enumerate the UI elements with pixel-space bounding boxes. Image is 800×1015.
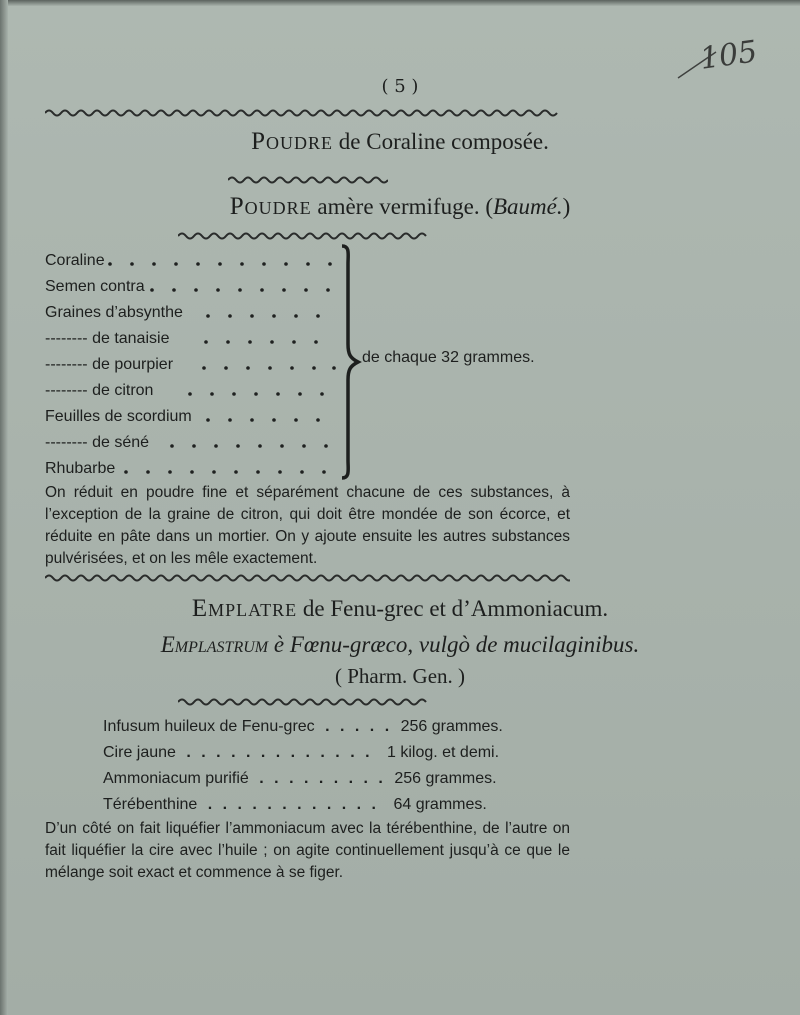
list-item: -------- de pourpier	[45, 356, 174, 373]
ingredient-quantity: 1 kilog. et demi.	[386, 744, 500, 761]
section1-title-smallcaps: Poudre	[251, 128, 334, 155]
list-item: -------- de séné	[45, 434, 150, 451]
leader-dots: . . . . . . . . . . . .	[207, 796, 379, 813]
section2-title-rest: de Fenu-grec et d’Ammoniacum.	[297, 596, 609, 621]
list-item	[103, 770, 497, 788]
list-item: Feuilles de scordium	[45, 408, 192, 425]
section1-subtitle-rest: amère vermifuge. (	[311, 194, 493, 219]
section2-source: ( Pharm. Gen. )	[334, 664, 466, 688]
list-item	[103, 796, 487, 814]
ingredient-name: Ammoniacum purifié	[103, 770, 249, 787]
section1-subtitle-close: )	[562, 194, 571, 219]
section2-latin-rest: è Fœnu-græco, vulgò de mucilaginibus.	[268, 632, 640, 657]
page-number: ( 5 )	[381, 76, 419, 97]
section1-dose: de chaque 32 grammes.	[362, 349, 535, 366]
list-item: Semen contra	[45, 278, 145, 295]
list-item: -------- de tanaisie	[45, 330, 170, 347]
leader-dots: . . . . . . . . .	[259, 770, 386, 787]
list-item	[103, 718, 503, 736]
section2-title	[0, 595, 800, 623]
list-item: Graines d’absynthe	[45, 304, 183, 321]
section1-title-rest: de Coraline composée.	[333, 129, 549, 154]
ingredient-quantity: 64 grammes.	[393, 796, 487, 813]
ingredient-quantity: 256 grammes.	[400, 718, 503, 735]
handwritten-folio-number: 105	[697, 34, 760, 77]
section1-subtitle-smallcaps: Poudre	[229, 193, 312, 220]
ingredient-name: Cire jaune	[103, 744, 176, 761]
list-item: -------- de citron	[45, 382, 154, 399]
list-item	[103, 744, 499, 762]
list-item: Coraline	[45, 252, 105, 269]
section2-latin-title	[0, 632, 800, 658]
ornamental-rule-middle	[45, 574, 570, 582]
section2-instructions: D’un côté on fait liquéfier l’ammoniacum avec la térébenthine, de l’autre on fait liquéfier la cire avec l’huile ; on agite continuellement jusqu’à ce que le mélange soit exact et commence à se figer.	[45, 820, 570, 881]
section2-latin-smallcaps: Emplastrum	[160, 632, 269, 657]
ingredient-name: Térébenthine	[103, 796, 198, 813]
leader-dots: . . . . . . . . . . . . .	[186, 744, 373, 761]
ingredient-quantity: 256 grammes.	[394, 770, 497, 787]
section1-subtitle-author: Baumé.	[492, 194, 563, 219]
section2-title-smallcaps: Emplatre	[191, 595, 298, 622]
leader-dots: . . . . .	[325, 718, 393, 735]
list-item: Rhubarbe	[45, 460, 116, 477]
ingredient-name: Infusum huileux de Fenu-grec	[103, 718, 315, 735]
ornamental-rule-short-3	[178, 698, 430, 706]
section1-instructions: On réduit en poudre fine et séparément chacune de ces substances, à l’exception de la graine de citron, qui doit être mondée de son écorce, et réduite en pâte dans un mortier. On y ajoute ensuite les autres substances pulvérisées, et on les mêle exactement.	[45, 484, 570, 567]
